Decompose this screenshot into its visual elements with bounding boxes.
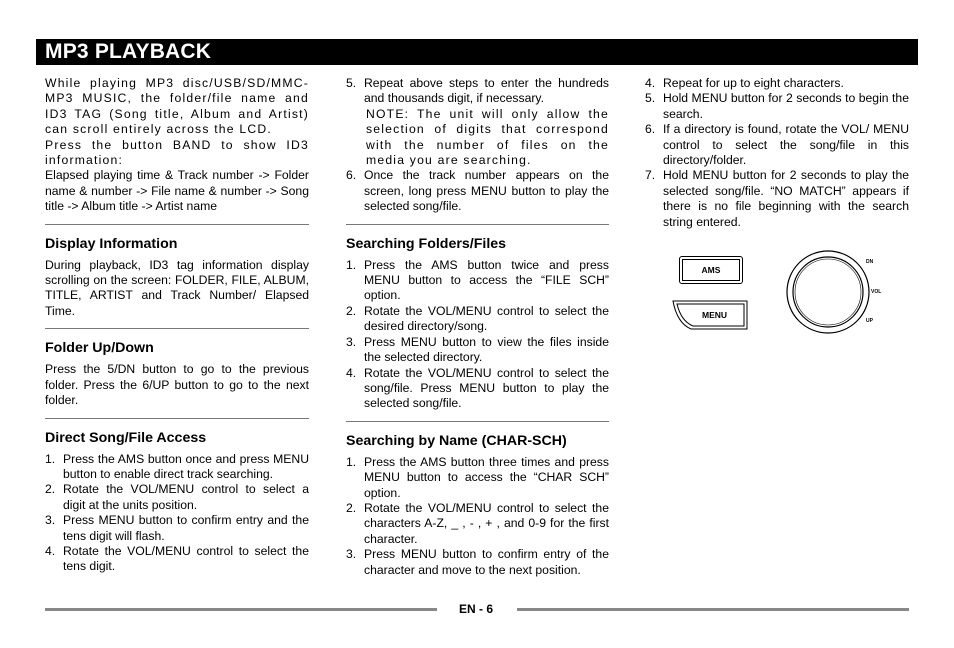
- knob-dn-label: DN: [866, 259, 874, 265]
- column-1: [45, 76, 309, 575]
- knob-up-label: UP: [866, 318, 873, 324]
- list-item: 4. Repeat for up to eight characters.: [645, 76, 844, 90]
- list-item: 5. Hold MENU button for 2 seconds to begin the search.: [645, 91, 909, 121]
- list-item: 4. Rotate the VOL/MENU control to select the tens digit.: [45, 543, 309, 574]
- direct-access-heading: Direct Song/File Access: [45, 429, 207, 446]
- divider: [346, 224, 609, 225]
- divider: [45, 328, 309, 329]
- direct-access-steps-continued: [346, 76, 609, 107]
- list-item: 3. Press MENU button to confirm entry of the character and move to the next position.: [346, 547, 609, 577]
- list-item: 1. Press the AMS button once and press MENU button to enable direct track searching.: [45, 451, 309, 481]
- list-item: 7. Hold MENU button for 2 seconds to play the selected song/file. “NO MATCH” appears if there is no file beginning with the search string entered.: [645, 168, 909, 229]
- folder-up-down-text: Press the 5/DN button to go to the previous folder. Press the 6/UP button to go to the next folder.: [45, 362, 309, 408]
- searching-by-name-steps-continued: [645, 76, 909, 230]
- list-item: 2. Rotate the VOL/MENU control to select the desired directory/song.: [346, 303, 609, 334]
- searching-by-name-steps: [346, 455, 609, 578]
- list-item: 1. Press the AMS button three times and press MENU button to access the “CHAR SCH” option.: [346, 454, 609, 500]
- column-2: [346, 76, 609, 578]
- list-item: 4. Rotate the VOL/MENU control to select the song/file. Press MENU button to play the selected song/file.: [346, 365, 609, 411]
- list-item: 2. Rotate the VOL/MENU control to select a digit at the units position.: [45, 482, 309, 512]
- divider: [346, 421, 609, 422]
- list-item: 2. Rotate the VOL/MENU control to select the characters A-Z, _ , - , + , and 0-9 for the first character.: [346, 500, 609, 546]
- intro-sequence-paragraph: Elapsed playing time & Track number -> Folder name & number -> File name & number -> Song title -> Album title -> Artist name: [45, 168, 309, 214]
- footer-rule-left: [45, 608, 437, 611]
- list-item: 3. Press MENU button to confirm entry and the tens digit will flash.: [45, 513, 309, 543]
- page-title: MP3 PLAYBACK: [45, 40, 212, 63]
- list-item: 6. Once the track number appears on the screen, long press MENU button to play the selected song/file.: [346, 168, 609, 214]
- display-information-heading: Display Information: [45, 235, 178, 252]
- footer-rule-right: [517, 608, 909, 611]
- searching-folders-heading: Searching Folders/Files: [346, 235, 507, 252]
- column-3: [645, 76, 909, 230]
- ams-button: [682, 259, 740, 281]
- list-item: 3. Press MENU button to view the files inside the selected directory.: [346, 334, 609, 365]
- intro-paragraph: While playing MP3 disc/USB/SD/MMC-MP3 MUSIC, the folder/file name and ID3 TAG (Song title, Album and Artist) can scroll entirely across the LCD.: [45, 76, 309, 137]
- intro-band-paragraph: Press the button BAND to show ID3 information:: [45, 137, 309, 168]
- knob-vol-label: VOL: [871, 289, 882, 295]
- folder-up-down-heading: Folder Up/Down: [45, 340, 154, 357]
- section-title-bar: [36, 39, 918, 65]
- list-item: 5. Repeat above steps to enter the hundreds and thousands digit, if necessary.: [346, 76, 609, 106]
- display-information-text: During playback, ID3 tag information display scrolling on the screen: FOLDER, FILE, ALBUM, TITLE, ARTIST and Track Number/ Elapsed Time.: [45, 257, 309, 318]
- direct-access-steps-final: [346, 168, 609, 214]
- page-number: EN - 6: [459, 602, 494, 616]
- note-text: NOTE: The unit will only allow the selection of digits that correspond with the number of files on the media you are searching.: [366, 106, 609, 168]
- vol-knob-illustration: [786, 250, 870, 334]
- divider: [45, 224, 309, 225]
- divider: [45, 418, 309, 419]
- ams-button-label: AMS: [701, 265, 721, 275]
- list-item: 1. Press the AMS button twice and press MENU button to access the “FILE SCH” option.: [346, 257, 609, 303]
- direct-access-steps: [45, 452, 309, 575]
- searching-by-name-heading: Searching by Name (CHAR-SCH): [346, 432, 567, 449]
- searching-folders-steps: [346, 258, 609, 412]
- list-item: 6. If a directory is found, rotate the VOL/ MENU control to select the song/file in this directory/folder.: [645, 122, 909, 168]
- menu-button-label: MENU: [702, 310, 728, 320]
